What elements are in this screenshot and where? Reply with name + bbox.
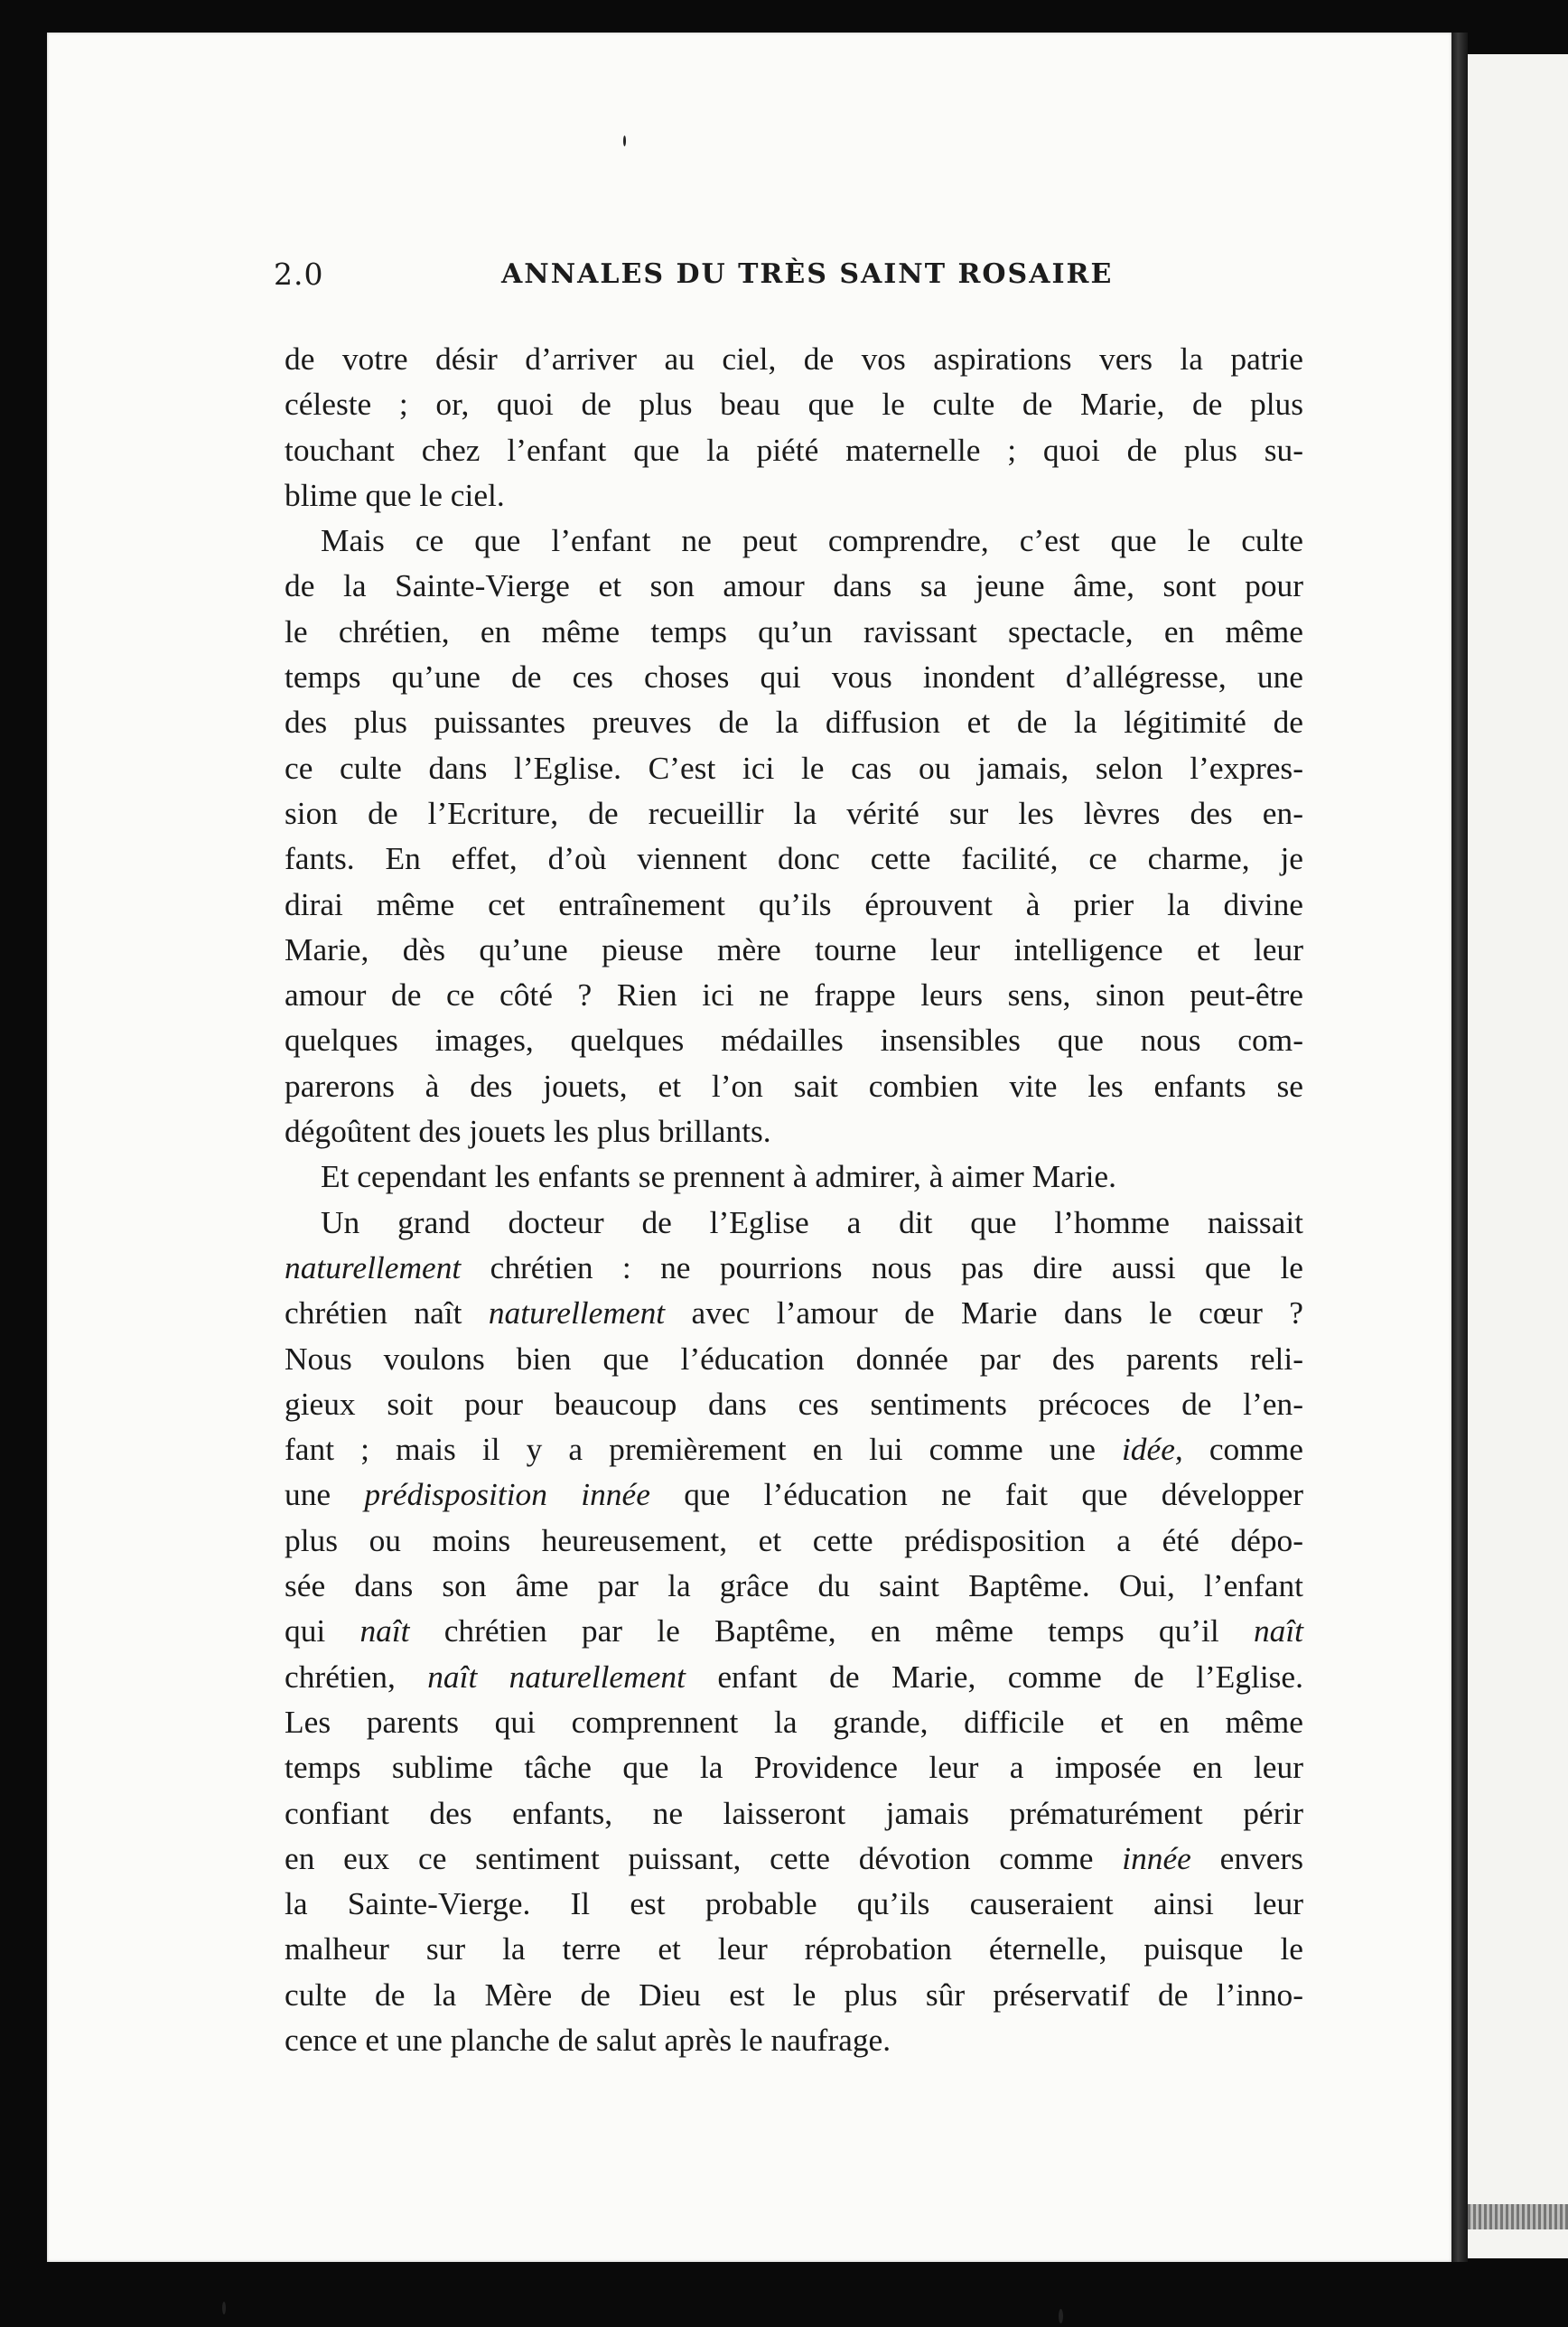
text-run: chrétien naît xyxy=(285,1294,489,1332)
text-run: ce culte dans l’Eglise. C’est ici le cas ou jamais, selon l’expres- xyxy=(285,749,1303,786)
text-line xyxy=(285,1881,1303,1926)
text-run: chrétien : ne pourrions nous pas dire aussi que le xyxy=(461,1248,1303,1285)
text-line xyxy=(285,1972,1303,2017)
text-run: que l’éducation ne fait que développer xyxy=(649,1476,1303,1513)
text-line xyxy=(285,1608,1303,1653)
text-run: Nous voulons bien que l’éducation donnée par des parents reli- xyxy=(285,1340,1303,1377)
text-line xyxy=(285,1926,1303,1971)
text-run: touchant chez l’enfant que la piété maternelle ; quoi de plus su- xyxy=(285,431,1303,468)
text-run: Un grand docteur de l’Eglise a dit que l’homme naissait xyxy=(321,1203,1303,1240)
running-head: ANNALES DU TRÈS SAINT ROSAIRE xyxy=(501,258,1114,290)
text-line xyxy=(285,1472,1303,1517)
text-run: la Sainte-Vierge. Il est probable qu’ils causeraient ainsi leur xyxy=(285,1885,1303,1922)
text-line xyxy=(285,2017,1303,2062)
italic-text: innée xyxy=(1122,1839,1191,1876)
text-line xyxy=(285,563,1303,608)
text-run: fant ; mais il y a premièrement en lui comme une xyxy=(285,1431,1122,1468)
text-run: blime que le ciel. xyxy=(285,476,505,513)
page-header xyxy=(274,257,1306,302)
text-run: Les parents qui comprennent la grande, difficile et en même xyxy=(285,1703,1303,1740)
text-line xyxy=(285,1290,1303,1335)
text-line xyxy=(285,1063,1303,1108)
text-line xyxy=(285,1699,1303,1744)
text-run: sée dans son âme par la grâce du saint Baptême. Oui, l’enfant xyxy=(285,1567,1303,1604)
text-run: dirai même cet entraînement qu’ils éprouvent à prier la divine xyxy=(285,885,1303,922)
text-run: parerons à des jouets, et l’on sait combien vite les enfants se xyxy=(285,1067,1303,1104)
text-line xyxy=(285,836,1303,881)
text-run: comme xyxy=(1182,1431,1303,1468)
text-run: temps qu’une de ces choses qui vous inondent d’allégresse, une xyxy=(285,659,1303,696)
text-line xyxy=(285,1108,1303,1154)
text-run: culte de la Mère de Dieu est le plus sûr préservatif de l’inno- xyxy=(285,1976,1303,2013)
text-line xyxy=(285,1836,1303,1881)
text-line xyxy=(285,518,1303,563)
italic-text: naît xyxy=(1253,1612,1303,1649)
book-gutter xyxy=(1451,33,1468,2262)
text-line xyxy=(285,654,1303,699)
text-run: qui xyxy=(285,1612,360,1649)
facing-page-edge xyxy=(1468,54,1568,2258)
scan-speck xyxy=(1059,2309,1063,2323)
text-run: confiant des enfants, ne laisseront jamais prématurément périr xyxy=(285,1794,1303,1831)
scan-speck xyxy=(222,2302,226,2314)
italic-text: naît naturellement xyxy=(427,1658,686,1695)
body-text xyxy=(285,336,1303,2062)
text-line xyxy=(285,1654,1303,1699)
text-run: en eux ce sentiment puissant, cette dévotion comme xyxy=(285,1839,1123,1876)
text-run: Marie, dès qu’une pieuse mère tourne leur intelligence et leur xyxy=(285,930,1303,967)
text-run: fants. En effet, d’où viennent donc cette facilité, ce charme, je xyxy=(285,840,1303,877)
text-run: céleste ; or, quoi de plus beau que le culte de Marie, de plus xyxy=(285,386,1303,423)
facing-page-bottom-edge xyxy=(1468,2204,1568,2229)
text-line xyxy=(285,1744,1303,1790)
text-line xyxy=(285,699,1303,744)
text-run: amour de ce côté ? Rien ici ne frappe leurs sens, sinon peut-être xyxy=(285,977,1303,1014)
italic-text: naturellement xyxy=(488,1294,666,1332)
text-line xyxy=(285,609,1303,654)
text-run: des plus puissantes preuves de la diffusion et de la légitimité de xyxy=(285,704,1303,741)
text-line xyxy=(285,882,1303,927)
text-run: malheur sur la terre et leur réprobation éternelle, puisque le xyxy=(285,1930,1303,1967)
text-run: envers xyxy=(1190,1839,1303,1876)
text-line xyxy=(285,1245,1303,1290)
text-line xyxy=(285,1790,1303,1836)
italic-text: naît xyxy=(359,1612,410,1649)
text-line xyxy=(285,1381,1303,1426)
text-line xyxy=(285,336,1303,381)
text-run: une xyxy=(285,1476,365,1513)
text-run: Mais ce que l’enfant ne peut comprendre, c’est que le culte xyxy=(321,522,1303,559)
text-run: temps sublime tâche que la Providence leur a imposée en leur xyxy=(285,1749,1303,1786)
text-run: de votre désir d’arriver au ciel, de vos aspirations vers la patrie xyxy=(285,341,1303,377)
italic-text: prédisposition innée xyxy=(364,1476,650,1513)
text-run: de la Sainte-Vierge et son amour dans sa jeune âme, sont pour xyxy=(285,567,1303,604)
text-line xyxy=(285,1518,1303,1563)
text-line xyxy=(285,1154,1303,1199)
text-run: avec l’amour de Marie dans le cœur ? xyxy=(665,1294,1304,1332)
text-run: le chrétien, en même temps qu’un ravissant spectacle, en même xyxy=(285,612,1303,650)
text-run: plus ou moins heureusement, et cette prédisposition a été dépo- xyxy=(285,1521,1303,1558)
italic-text: idée, xyxy=(1121,1431,1183,1468)
text-line xyxy=(285,1200,1303,1245)
text-line xyxy=(285,1563,1303,1608)
text-line xyxy=(285,427,1303,472)
text-run: chrétien par le Baptême, en même temps qu’il xyxy=(409,1612,1254,1649)
text-line xyxy=(285,472,1303,518)
text-run: sion de l’Ecriture, de recueillir la vérité sur les lèvres des en- xyxy=(285,794,1303,831)
text-run: gieux soit pour beaucoup dans ces sentiments précoces de l’en- xyxy=(285,1385,1303,1422)
text-line xyxy=(285,745,1303,790)
text-run: cence et une planche de salut après le naufrage. xyxy=(285,2021,891,2058)
text-run: dégoûtent des jouets les plus brillants. xyxy=(285,1113,771,1150)
italic-text: naturellement xyxy=(285,1248,462,1285)
text-line xyxy=(285,972,1303,1017)
text-line xyxy=(285,927,1303,972)
text-run: chrétien, xyxy=(285,1658,428,1695)
text-run: Et cependant les enfants se prennent à admirer, à aimer Marie. xyxy=(321,1158,1116,1195)
text-run: quelques images, quelques médailles insensibles que nous com- xyxy=(285,1022,1303,1059)
page-number: 2.0 xyxy=(274,257,324,292)
text-line xyxy=(285,1017,1303,1062)
text-line xyxy=(285,381,1303,426)
scan-speck xyxy=(623,136,626,146)
text-line xyxy=(285,1336,1303,1381)
text-line xyxy=(285,790,1303,836)
text-line xyxy=(285,1426,1303,1472)
text-run: enfant de Marie, comme de l’Eglise. xyxy=(685,1658,1303,1695)
